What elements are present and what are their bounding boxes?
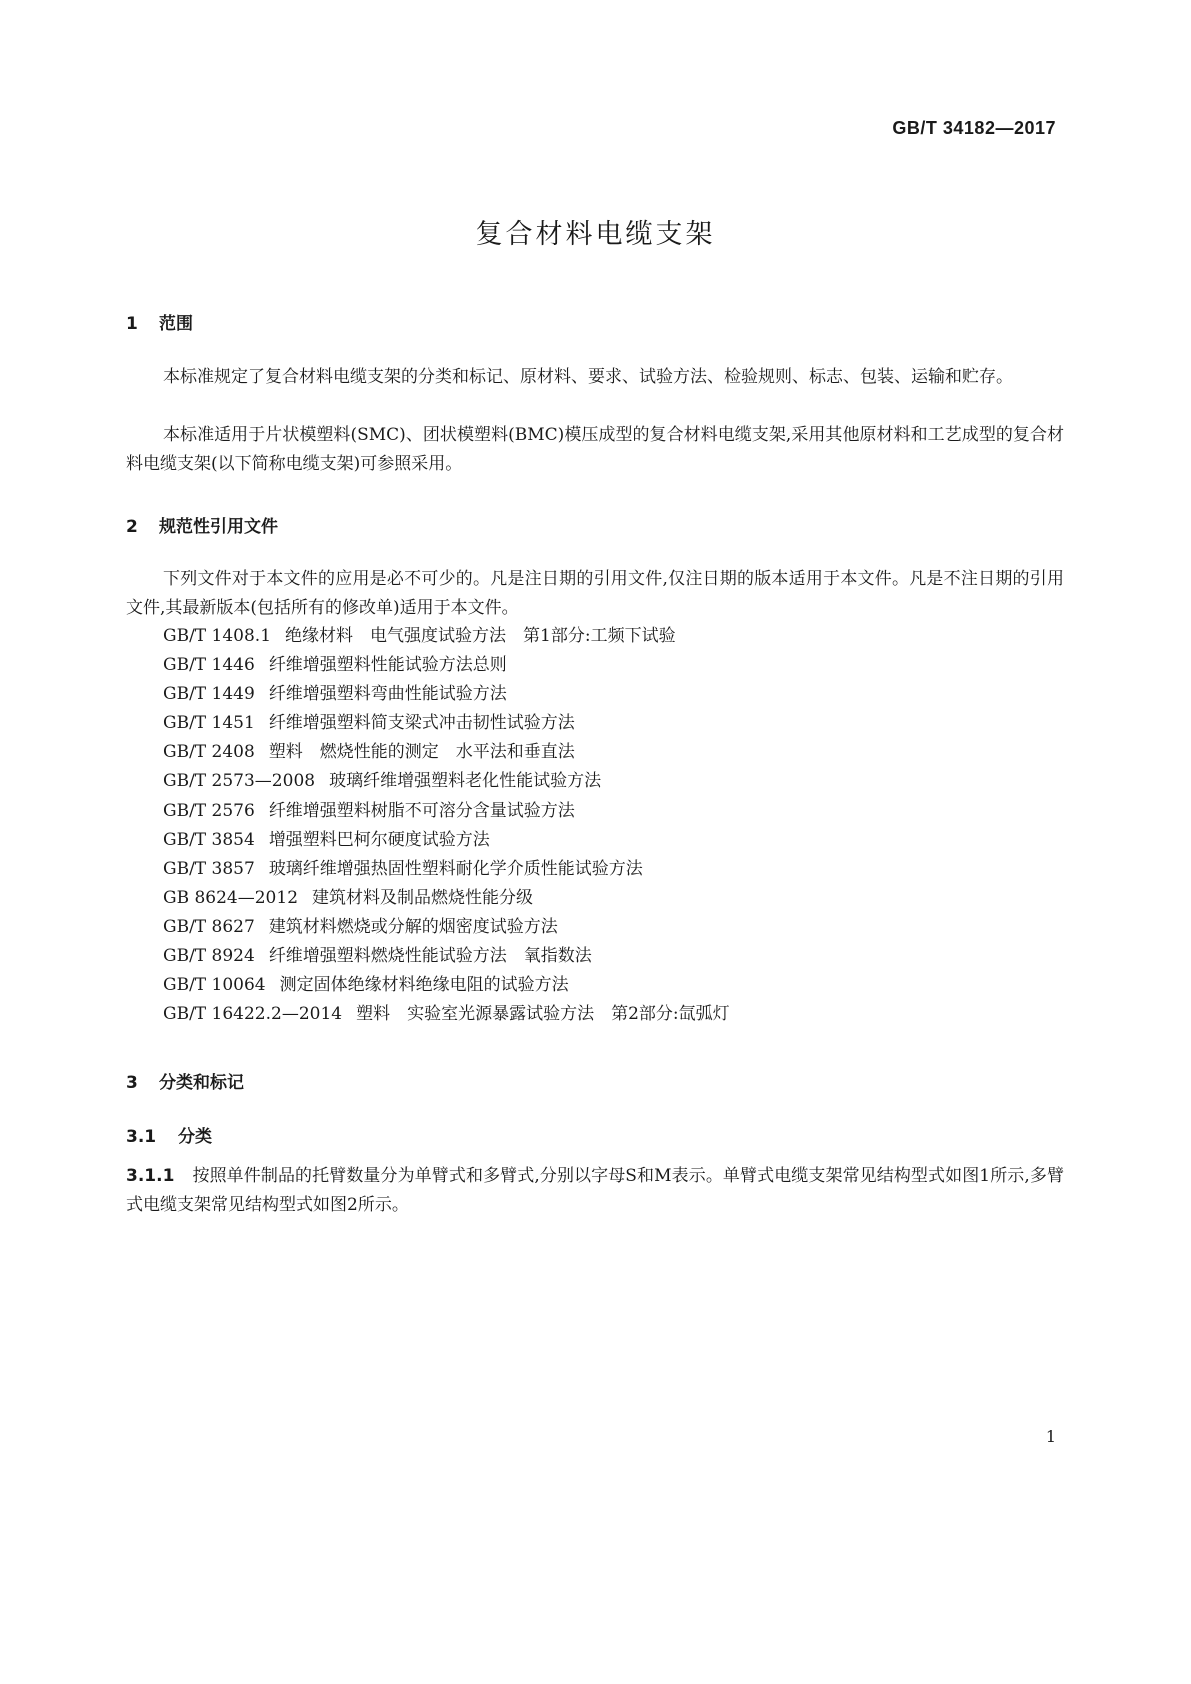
reference-title: 纤维增强塑料燃烧性能试验方法 氧指数法 bbox=[268, 946, 592, 967]
subsection-number: 3.1 bbox=[126, 1127, 157, 1147]
reference-title: 纤维增强塑料简支梁式冲击韧性试验方法 bbox=[268, 713, 575, 734]
reference-code: GB/T 1446 bbox=[163, 655, 255, 676]
reference-code: GB/T 1451 bbox=[163, 713, 255, 734]
scope-paragraph-2: 本标准适用于片状模塑料(SMC)、团状模塑料(BMC)模压成型的复合材料电缆支架,采用其他原材料和工艺成型的复合材料电缆支架(以下简称电缆支架)可参照采用。 bbox=[126, 425, 1064, 474]
reference-list bbox=[163, 622, 730, 1029]
reference-item bbox=[163, 680, 730, 709]
clause-number: 3.1.1 bbox=[126, 1166, 175, 1186]
normative-refs-intro: 下列文件对于本文件的应用是必不可少的。凡是注日期的引用文件,仅注日期的版本适用于本文件。凡是不注日期的引用文件,其最新版本(包括所有的修改单)适用于本文件。 bbox=[126, 569, 1064, 618]
reference-item bbox=[163, 855, 730, 884]
section-number: 3 bbox=[126, 1073, 138, 1093]
reference-title: 纤维增强塑料性能试验方法总则 bbox=[268, 655, 507, 676]
section-number: 1 bbox=[126, 314, 138, 334]
reference-item bbox=[163, 826, 730, 855]
reference-title: 塑料 燃烧性能的测定 水平法和垂直法 bbox=[268, 742, 575, 763]
reference-code: GB/T 2573—2008 bbox=[163, 771, 316, 792]
reference-title: 增强塑料巴柯尔硬度试验方法 bbox=[268, 829, 490, 850]
reference-item bbox=[163, 1000, 730, 1029]
clause-3-1-1 bbox=[126, 1162, 1064, 1220]
reference-code: GB/T 8627 bbox=[163, 916, 255, 937]
reference-code: GB/T 2408 bbox=[163, 742, 255, 763]
reference-code: GB/T 10064 bbox=[163, 975, 266, 996]
standard-code: GB/T 34182—2017 bbox=[892, 118, 1056, 138]
reference-item bbox=[163, 913, 730, 942]
section-number: 2 bbox=[126, 517, 138, 537]
section-heading-classification bbox=[126, 1068, 244, 1093]
reference-title: 纤维增强塑料弯曲性能试验方法 bbox=[268, 684, 507, 705]
reference-item bbox=[163, 709, 730, 738]
reference-title: 绝缘材料 电气强度试验方法 第1部分:工频下试验 bbox=[285, 626, 676, 646]
reference-code: GB/T 1449 bbox=[163, 684, 255, 705]
reference-title: 测定固体绝缘材料绝缘电阻的试验方法 bbox=[279, 975, 569, 996]
reference-title: 玻璃纤维增强塑料老化性能试验方法 bbox=[329, 771, 602, 792]
document-title: 复合材料电缆支架 bbox=[475, 219, 716, 250]
reference-item bbox=[163, 651, 730, 680]
reference-code: GB/T 8924 bbox=[163, 946, 255, 967]
reference-code: GB/T 16422.2—2014 bbox=[163, 1004, 343, 1025]
reference-item bbox=[163, 884, 730, 913]
reference-code: GB 8624—2012 bbox=[163, 887, 299, 908]
reference-item bbox=[163, 797, 730, 826]
page-number: 1 bbox=[1045, 1427, 1056, 1446]
reference-title: 建筑材料燃烧或分解的烟密度试验方法 bbox=[268, 916, 558, 937]
reference-code: GB/T 2576 bbox=[163, 800, 255, 821]
reference-code: GB/T 3857 bbox=[163, 858, 255, 879]
reference-title: 塑料 实验室光源暴露试验方法 第2部分:氙弧灯 bbox=[356, 1004, 730, 1025]
scope-paragraph-1: 本标准规定了复合材料电缆支架的分类和标记、原材料、要求、试验方法、检验规则、标志、包装、运输和贮存。 bbox=[163, 367, 1013, 387]
subsection-title: 分类 bbox=[178, 1127, 212, 1147]
reference-item bbox=[163, 971, 730, 1000]
section-title: 规范性引用文件 bbox=[159, 517, 278, 537]
reference-item bbox=[163, 622, 730, 651]
section-title: 范围 bbox=[159, 314, 193, 334]
reference-item bbox=[163, 738, 730, 767]
section-heading-normative-refs bbox=[126, 512, 278, 537]
reference-title: 建筑材料及制品燃烧性能分级 bbox=[312, 887, 534, 908]
reference-code: GB/T 1408.1 bbox=[163, 626, 272, 646]
clause-text: 按照单件制品的托臂数量分为单臂式和多臂式,分别以字母S和M表示。单臂式电缆支架常见结构型式如图1所示,多臂式电缆支架常见结构型式如图2所示。 bbox=[126, 1166, 1064, 1215]
reference-title: 玻璃纤维增强热固性塑料耐化学介质性能试验方法 bbox=[268, 858, 643, 879]
reference-code: GB/T 3854 bbox=[163, 829, 255, 850]
subsection-heading-classification bbox=[126, 1122, 212, 1147]
reference-item bbox=[163, 942, 730, 971]
section-title: 分类和标记 bbox=[159, 1073, 244, 1093]
reference-title: 纤维增强塑料树脂不可溶分含量试验方法 bbox=[268, 800, 575, 821]
reference-item bbox=[163, 767, 730, 796]
section-heading-scope bbox=[126, 309, 193, 334]
